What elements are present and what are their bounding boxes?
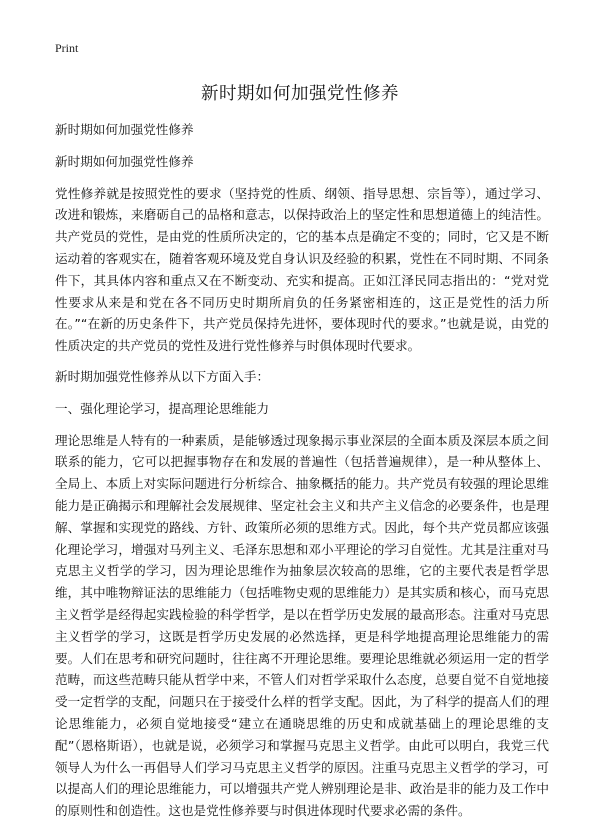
- paragraph-intro-points: 新时期加强党性修养从以下方面入手：: [55, 368, 270, 384]
- section-heading: 一、强化理论学习，提高理论思维能力: [55, 400, 270, 416]
- document-subtitle-repeat: 新时期如何加强党性修养: [55, 153, 194, 169]
- print-link[interactable]: Print: [55, 41, 79, 55]
- paragraph-theoretical-thinking: 理论思维是人特有的一种素质，是能够透过现象揭示事业深层的全面本质及深层本质之间联系的能力，它可以把握事物存在和发展的普遍性（包括普遍规律），是一种从整体上、全局上、本质上对实际问题进行分析综合、抽象概括的能力。共产党员有较强的理论思维能力是正确揭示和理解社会发展规律、坚定社会主义和共产主义信念的必要条件，也是理解、掌握和实现党的路线、方针、政策所必须的思维方式。因此，每个共产党员都应该强化理论学习，增强对马列主义、毛泽东思想和邓小平理论的学习自觉性。尤其是注重对马克思主义哲学的学习，因为理论思维作为抽象层次较高的思维，它的主要代表是哲学思维，其中唯物辩证法的思维能力（包括唯物史观的思维能力）是其实质和核心，而马克思主义哲学是经得起实践检验的科学哲学，是以在哲学历史发展的最高形态。注重对马克思主义哲学的学习，这既是哲学历史发展的必然选择，更是科学地提高理论思维能力的需要。人们在思考和研究问题时，往往离不开理论思维。要理论思维就必须运用一定的哲学范畴，而这些范畴只能从哲学中来，不管人们对哲学采取什么态度，总要自觉不自觉地接受一定哲学的支配，问题只在于接受什么样的哲学支配。因此，为了科学的提高人们的理论思维能力，必须自觉地接受“建立在通晓思维的历史和成就基础上的理论思维的支配”（恩格斯语），也就是说，必须学习和掌握马克思主义哲学。由此可以明白，我党三代领导人为什么一再倡导人们学习马克思主义哲学的原因。注重马克思主义哲学的学习，可以提高人们的理论思维能力，可以增强共产党人辨别理论是非、政治是非的能力及工作中的原则性和创造性。这也是党性修养要与时俱进体现时代要求必需的条件。: [55, 432, 549, 819]
- document-title: 新时期如何加强党性修养: [201, 84, 399, 104]
- document-body: [55, 119, 549, 831]
- document-subtitle: 新时期如何加强党性修养: [55, 122, 194, 137]
- paragraph-party-spirit-definition: 党性修养就是按照党性的要求（坚持党的性质、纲领、指导思想、宗旨等），通过学习、改进和锻炼，来磨砺自己的品格和意志，以保持政治上的坚定性和思想道德上的纯洁性。共产党员的党性，是由党的性质所决定的，它的基本点是确定不变的；同时，它又是不断运动着的客观实在，随着客观环境及党自身认识及经验的积累，党性在不同时期、不同条件下，其具体内容和重点又在不断变动、充实和提高。正如江泽民同志指出的：“党对党性要求从来是和党在各不同历史时期所肩负的任务紧密相连的，这正是党性的活力所在。”“在新的历史条件下，共产党员保持先进怀，要体现时代的要求。”也就是说，由党的性质决定的共产党员的党性及进行党性修养与时俱体现时代要求。: [55, 185, 549, 354]
